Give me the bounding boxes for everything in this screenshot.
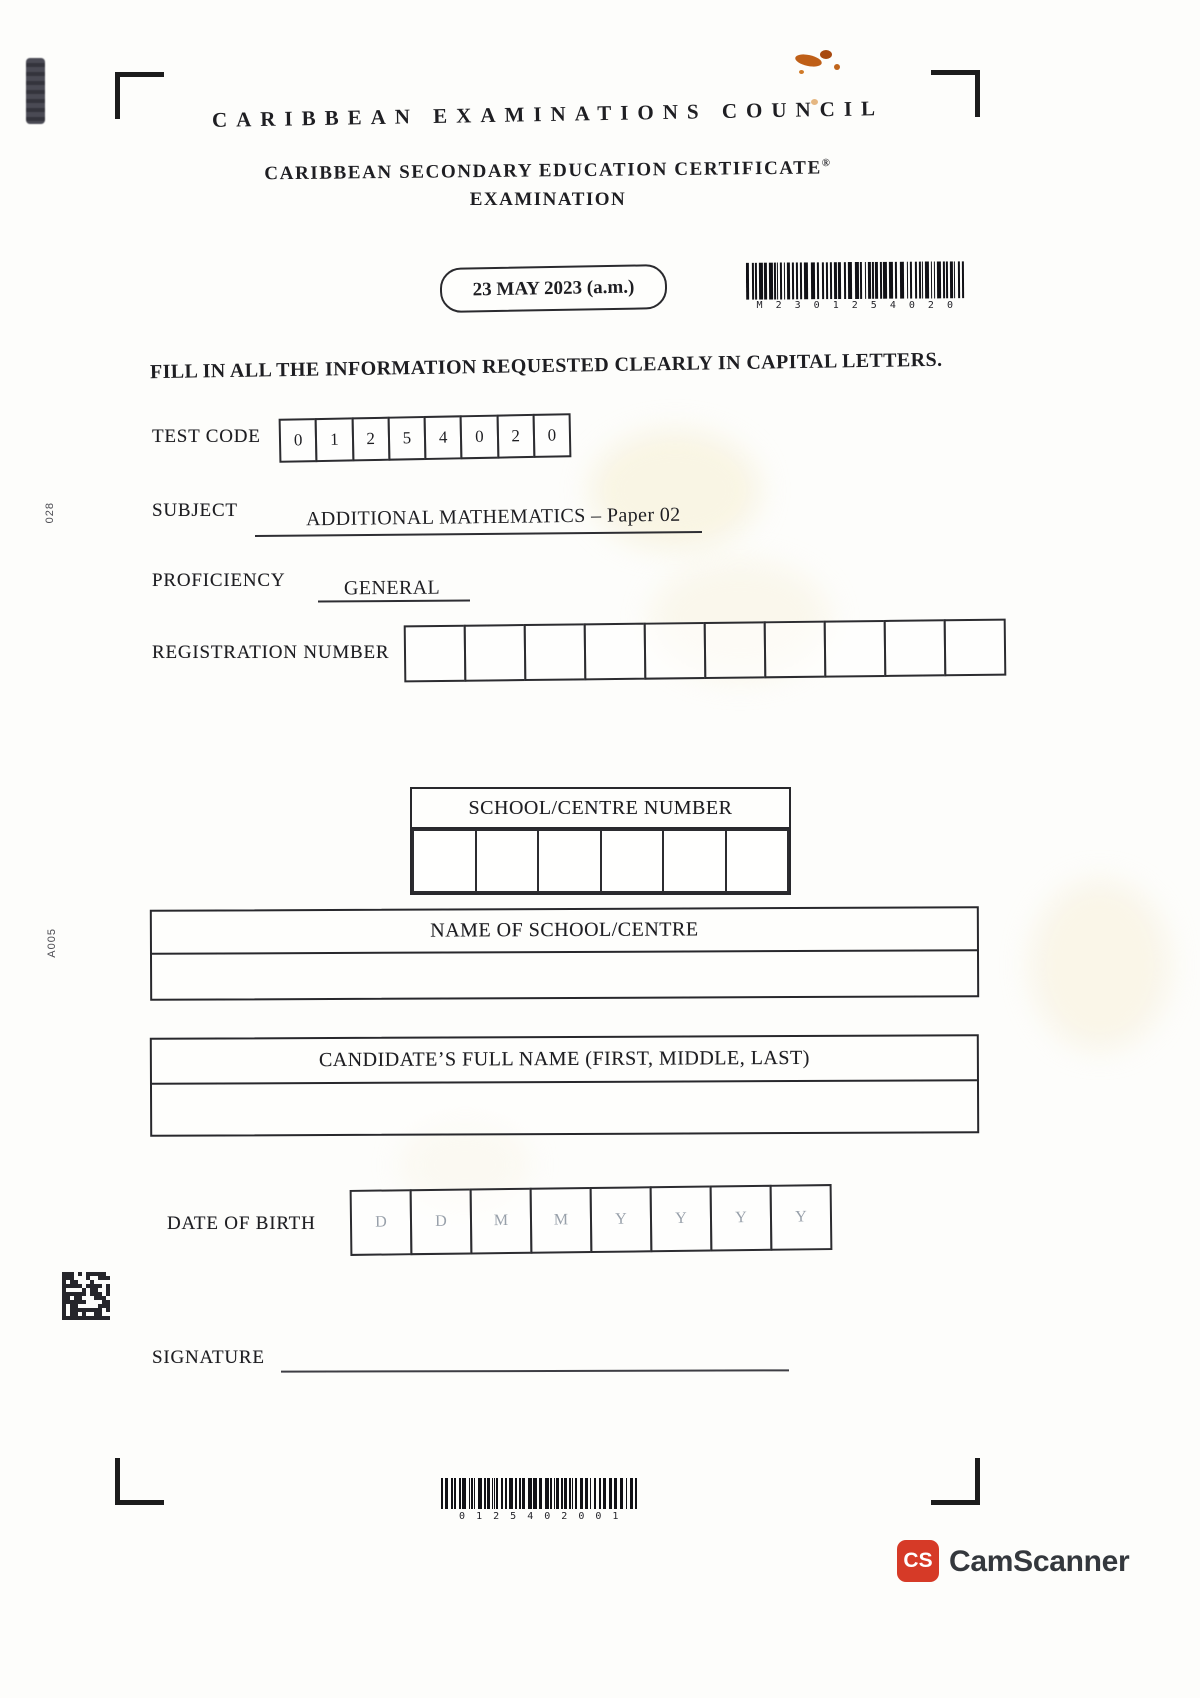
barcode-bar: [868, 262, 871, 299]
registration-number-cell: [404, 625, 467, 683]
top-barcode: [746, 261, 967, 300]
barcode-bar: [925, 261, 929, 298]
proficiency-label: PROFICIENCY: [152, 570, 286, 591]
registration-number-cell: [944, 619, 1007, 677]
barcode-bar: [855, 262, 859, 299]
barcode-bar: [539, 1478, 542, 1509]
barcode-bar: [492, 1478, 493, 1509]
school-name-label: NAME OF SCHOOL/CENTRE: [152, 908, 977, 955]
barcode-bar: [777, 263, 778, 300]
barcode-bar: [454, 1478, 456, 1509]
barcode-bar: [817, 262, 819, 299]
barcode-bar: [501, 1478, 503, 1509]
registration-number-grid: [404, 619, 1007, 683]
datamatrix-code: [62, 1272, 110, 1320]
candidate-name-box: [150, 1034, 979, 1137]
barcode-bar: [469, 1478, 470, 1509]
barcode-bar: [822, 262, 824, 299]
barcode-bar: [826, 262, 828, 299]
registration-number-cell: [524, 623, 587, 681]
barcode-bar: [943, 261, 945, 298]
school-centre-number-box: [410, 787, 791, 895]
school-centre-number-cell: [537, 829, 602, 893]
signature-label: SIGNATURE: [152, 1347, 265, 1368]
barcode-bar: [764, 263, 767, 300]
barcode-bar: [954, 261, 955, 298]
barcode-bar: [811, 262, 815, 299]
barcode-bar: [519, 1478, 521, 1509]
barcode-bar: [459, 1478, 461, 1509]
stain-mark: [820, 50, 832, 59]
dob-grid: [350, 1184, 833, 1256]
test-code-cell: 0: [460, 415, 499, 460]
registration-number-cell: [584, 623, 647, 681]
barcode-bar: [934, 261, 935, 298]
test-code-cell: 0: [532, 413, 571, 458]
barcode-bar: [844, 262, 846, 299]
dob-cell: Y: [590, 1186, 653, 1253]
top-barcode-value: M 2 3 0 1 2 5 4 0 2 0: [756, 300, 957, 311]
stain-mark: [799, 70, 804, 74]
test-code-cell: 5: [387, 416, 426, 461]
certificate-title: [0, 154, 1096, 188]
margin-code-lower: A005: [46, 928, 58, 958]
test-code-cell: 2: [351, 417, 390, 462]
barcode-bar: [883, 262, 887, 299]
barcode-bar: [556, 1478, 559, 1509]
barcode-bar: [478, 1478, 482, 1509]
barcode-bar: [889, 262, 893, 299]
barcode-bar: [796, 262, 798, 299]
barcode-bar: [572, 1478, 573, 1509]
barcode-bar: [838, 262, 841, 299]
barcode-bar: [484, 1478, 486, 1509]
barcode-bar: [635, 1478, 637, 1509]
barcode-bar: [564, 1478, 567, 1509]
test-code-cell: 1: [315, 417, 354, 462]
registration-number-cell: [464, 624, 527, 682]
dob-cell: D: [350, 1189, 413, 1256]
barcode-bar: [509, 1478, 513, 1509]
barcode-bar: [609, 1478, 612, 1509]
dob-cell: M: [530, 1187, 593, 1254]
dob-label: DATE OF BIRTH: [167, 1213, 316, 1234]
barcode-bar: [630, 1478, 633, 1509]
school-centre-number-grid: [412, 829, 789, 893]
barcode-bar: [594, 1478, 596, 1509]
barcode-bar: [895, 262, 897, 299]
barcode-bar: [451, 1478, 453, 1509]
stain-mark: [834, 64, 840, 70]
barcode-bar: [471, 1478, 473, 1509]
barcode-bar: [599, 1478, 601, 1509]
barcode-bar: [769, 263, 773, 300]
school-centre-number-cell: [662, 829, 727, 893]
barcode-bar: [958, 261, 960, 298]
barcode-bar: [946, 261, 948, 298]
barcode-bar: [752, 263, 754, 300]
subject-value: ADDITIONAL MATHEMATICS – Paper 02: [305, 503, 681, 531]
barcode-bar: [860, 262, 862, 299]
certificate-title-text: CARIBBEAN SECONDARY EDUCATION CERTIFICATE: [264, 157, 822, 185]
barcode-bar: [900, 262, 904, 299]
dob-cell: D: [410, 1188, 473, 1255]
school-centre-number-cell: [412, 829, 477, 893]
school-centre-number-cell: [475, 829, 540, 893]
school-centre-number-label: SCHOOL/CENTRE NUMBER: [412, 789, 789, 829]
school-name-input-area: [152, 951, 977, 999]
dob-cell: M: [470, 1188, 533, 1255]
barcode-bar: [554, 1478, 555, 1509]
barcode-bar: [804, 262, 808, 299]
stain-mark: [794, 52, 823, 68]
barcode-bar: [774, 263, 776, 300]
subject-label: SUBJECT: [152, 500, 238, 521]
barcode-bar: [474, 1478, 475, 1509]
barcode-bar: [590, 1478, 591, 1509]
dob-cell: Y: [650, 1186, 713, 1253]
barcode-bar: [494, 1478, 495, 1509]
barcode-bar: [910, 262, 912, 299]
barcode-bar: [515, 1478, 517, 1509]
camscanner-logo-icon: CS: [897, 1540, 939, 1582]
barcode-bar: [792, 262, 794, 299]
barcode-bar: [784, 262, 785, 299]
instruction-text: FILL IN ALL THE INFORMATION REQUESTED CLEARLY IN CAPITAL LETTERS.: [149, 348, 943, 384]
barcode-bar: [462, 1478, 466, 1509]
barcode-bar: [614, 1478, 617, 1509]
barcode-bar: [830, 262, 832, 299]
scan-stain-blob: [1030, 880, 1170, 1050]
test-code-label: TEST CODE: [152, 426, 261, 447]
corner-mark-bottom-left: [115, 1458, 164, 1505]
barcode-bar: [445, 1478, 448, 1509]
registration-number-cell: [704, 621, 767, 679]
test-code-cell: 2: [496, 414, 535, 459]
barcode-bar: [528, 1478, 532, 1509]
candidate-name-label: CANDIDATE’S FULL NAME (FIRST, MIDDLE, LAST): [152, 1036, 977, 1085]
barcode-bar: [505, 1478, 507, 1509]
barcode-bar: [550, 1478, 552, 1509]
barcode-bar: [496, 1478, 498, 1509]
school-name-box: [150, 906, 979, 1001]
bottom-barcode: [441, 1478, 639, 1509]
barcode-bar: [865, 262, 866, 299]
test-code-cell: 0: [279, 418, 318, 463]
barcode-bar: [487, 1478, 490, 1509]
registration-number-cell: [824, 620, 887, 678]
camscanner-watermark-text: CamScanner: [949, 1545, 1130, 1578]
candidate-name-input-area: [152, 1081, 977, 1135]
barcode-bar: [620, 1478, 623, 1509]
barcode-bar: [522, 1478, 525, 1509]
exam-date-pill: 23 MAY 2023 (a.m.): [440, 264, 668, 313]
barcode-bar: [545, 1478, 549, 1509]
barcode-bar: [787, 262, 790, 299]
barcode-bar: [575, 1478, 577, 1509]
dob-cell: Y: [710, 1185, 773, 1252]
barcode-bar: [950, 261, 953, 298]
school-centre-number-cell: [725, 829, 790, 893]
barcode-bar: [922, 262, 923, 299]
barcode-bar: [931, 261, 932, 298]
barcode-bar: [872, 262, 874, 299]
barcode-bar: [780, 263, 782, 300]
test-code-cell: 4: [424, 415, 463, 460]
registration-number-cell: [764, 621, 827, 679]
barcode-bar: [759, 263, 763, 300]
barcode-bar: [626, 1478, 627, 1509]
examination-title: EXAMINATION: [469, 189, 627, 210]
registration-number-cell: [884, 619, 947, 677]
barcode-bar: [441, 1478, 443, 1509]
barcode-bar: [848, 262, 852, 299]
barcode-bar: [834, 262, 837, 299]
registered-trademark-icon: ®: [821, 157, 832, 170]
barcode-bar: [569, 1478, 571, 1509]
barcode-bar: [915, 262, 917, 299]
bottom-barcode-value: 0 1 2 5 4 0 2 0 0 1: [459, 1511, 621, 1522]
barcode-bar: [533, 1478, 537, 1509]
proficiency-underline: [318, 599, 470, 602]
barcode-bar: [962, 261, 964, 298]
barcode-bar: [937, 261, 941, 298]
proficiency-value: GENERAL: [343, 576, 441, 600]
corner-mark-bottom-right: [931, 1458, 980, 1505]
barcode-bar: [875, 262, 878, 299]
barcode-bar: [800, 262, 802, 299]
barcode-bar: [880, 262, 882, 299]
barcode-bar: [561, 1478, 563, 1509]
datamatrix-svg: [62, 1272, 110, 1320]
barcode-bar: [585, 1478, 588, 1509]
barcode-bar: [580, 1478, 583, 1509]
barcode-bar: [907, 262, 908, 299]
test-code-grid: [279, 413, 572, 463]
barcode-bar: [755, 263, 757, 300]
registration-number-label: REGISTRATION NUMBER: [152, 642, 390, 663]
school-centre-number-cell: [600, 829, 665, 893]
registration-number-cell: [644, 622, 707, 680]
barcode-bar: [919, 262, 921, 299]
barcode-bar: [603, 1478, 606, 1509]
signature-line: [281, 1369, 789, 1372]
council-title: CARIBBEAN EXAMINATIONS COUNCIL: [211, 96, 885, 132]
dob-cell: Y: [770, 1184, 833, 1251]
margin-code-upper: 028: [44, 502, 56, 524]
barcode-bar: [746, 263, 749, 300]
